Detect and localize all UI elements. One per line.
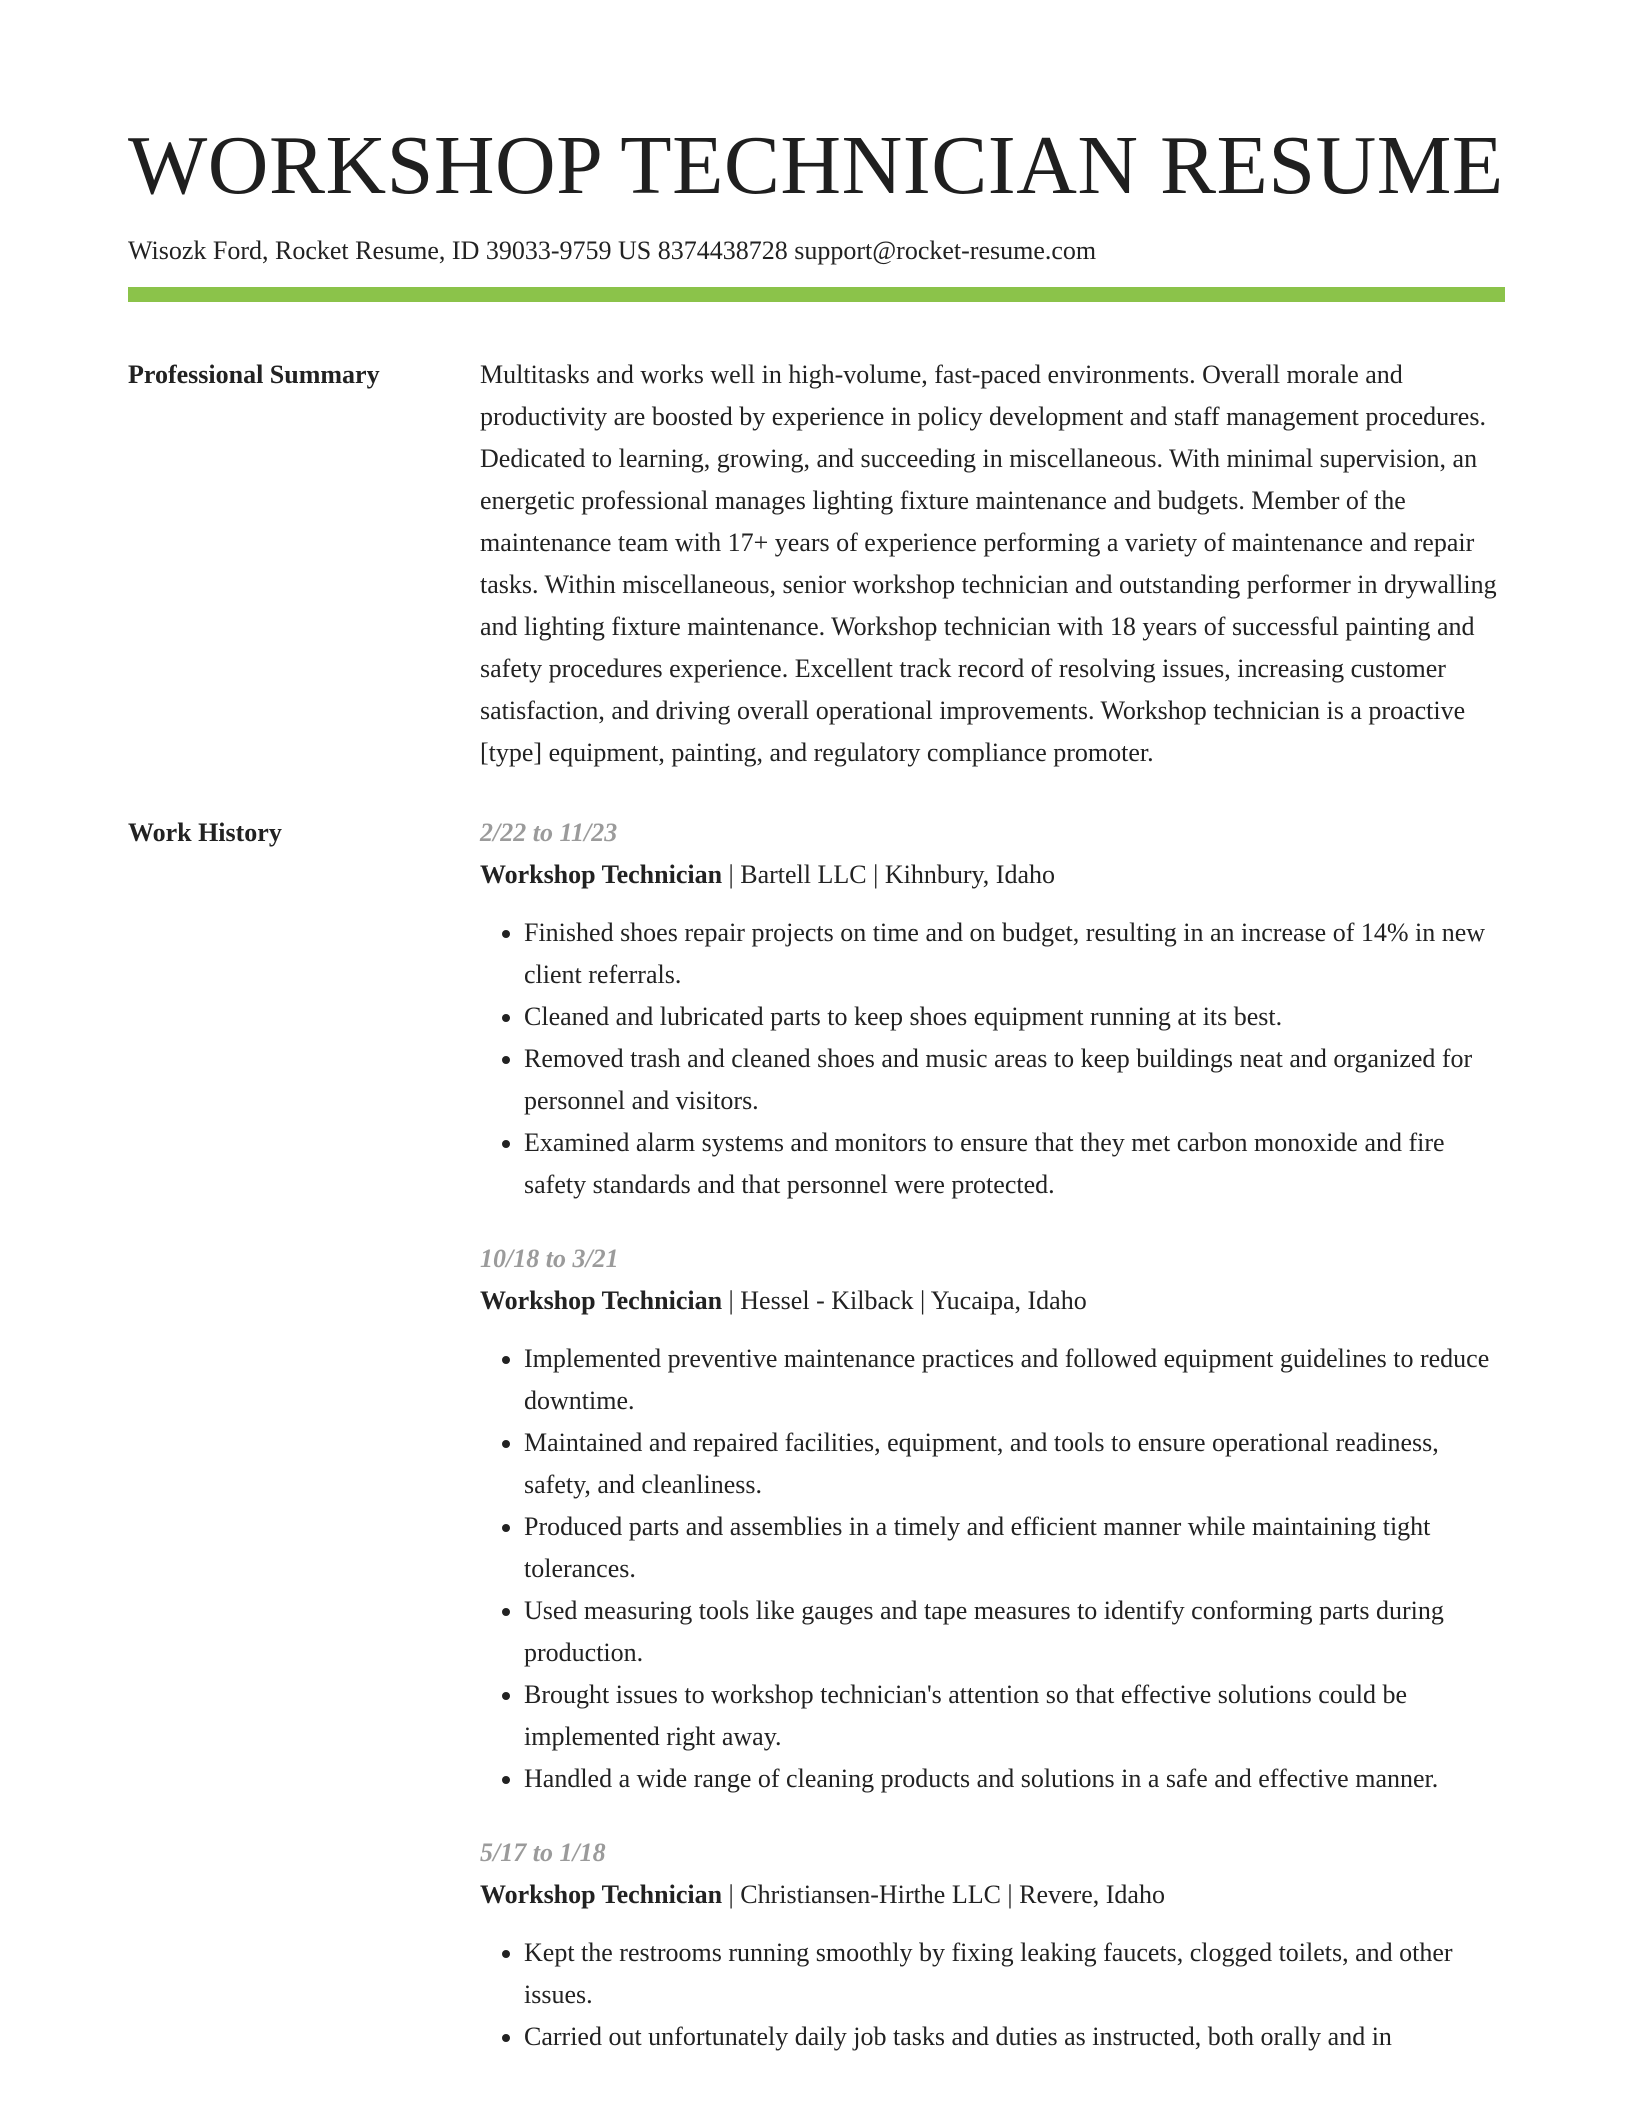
job-company-location: | Christiansen-Hirthe LLC | Revere, Idaho <box>722 1880 1165 1910</box>
job-bullet: • Handled a wide range of cleaning products and solutions in a safe and effective manner. <box>524 1758 1505 1800</box>
job-company-location: | Hessel - Kilback | Yucaipa, Idaho <box>722 1286 1087 1316</box>
job-bullets <box>480 1932 1505 2058</box>
resume-page <box>128 120 1505 2090</box>
job-entry <box>480 1832 1505 2058</box>
job-bullet: • Removed trash and cleaned shoes and music areas to keep buildings neat and organized for personnel and visitors. <box>524 1038 1505 1122</box>
summary-section <box>128 354 1505 774</box>
contact-line: Wisozk Ford, Rocket Resume, ID 39033-9759 US 8374438728 support@rocket-resume.com <box>128 236 1097 266</box>
job-bullet: • Kept the restrooms running smoothly by fixing leaking faucets, clogged toilets, and other issues. <box>524 1932 1505 2016</box>
job-bullet: • Finished shoes repair projects on time and on budget, resulting in an increase of 14% in new client referrals. <box>524 912 1505 996</box>
job-title: Workshop Technician <box>480 1286 723 1316</box>
job-dates: 10/18 to 3/21 <box>480 1244 619 1274</box>
job-heading <box>480 1874 1505 1916</box>
job-bullets <box>480 912 1505 1206</box>
resume-title: WORKSHOP TECHNICIAN RESUME <box>128 119 1504 212</box>
job-entry <box>480 1238 1505 1800</box>
job-bullet: • Carried out unfortunately daily job tasks and duties as instructed, both orally and in <box>524 2016 1505 2058</box>
job-bullet: • Produced parts and assemblies in a timely and efficient manner while maintaining tight tolerances. <box>524 1506 1505 1590</box>
job-company-location: | Bartell LLC | Kihnbury, Idaho <box>722 860 1055 890</box>
job-dates: 2/22 to 11/23 <box>480 818 618 848</box>
summary-label: Professional Summary <box>128 360 380 390</box>
job-bullet: • Cleaned and lubricated parts to keep shoes equipment running at its best. <box>524 996 1505 1038</box>
job-heading <box>480 854 1505 896</box>
job-bullet: • Examined alarm systems and monitors to ensure that they met carbon monoxide and fire safety standards and that personnel were protected. <box>524 1122 1505 1206</box>
job-bullet: • Used measuring tools like gauges and tape measures to identify conforming parts during production. <box>524 1590 1505 1674</box>
job-list <box>480 812 1505 2090</box>
summary-text: Multitasks and works well in high-volume, fast-paced environments. Overall morale and productivity are boosted by experience in policy development and staff management procedures. Dedicated to learning, growing, and succeeding in miscellaneous. With minimal supervision, an energetic professional manages lighting fixture maintenance and budgets. Member of the maintenance team with 17+ years of experience performing a variety of maintenance and repair tasks. Within miscellaneous, senior workshop technician and outstanding performer in drywalling and lighting fixture maintenance. Workshop technician with 18 years of successful painting and safety procedures experience. Excellent track record of resolving issues, increasing customer satisfaction, and driving overall operational improvements. Workshop technician is a proactive [type] equipment, painting, and regulatory compliance promoter. <box>480 360 1497 768</box>
job-heading <box>480 1280 1505 1322</box>
accent-divider <box>128 287 1505 302</box>
work-history-section <box>128 812 1505 2090</box>
job-bullets <box>480 1338 1505 1800</box>
job-bullet: • Brought issues to workshop technician's attention so that effective solutions could be implemented right away. <box>524 1674 1505 1758</box>
work-history-label: Work History <box>128 818 282 848</box>
job-entry <box>480 812 1505 1206</box>
job-bullet: • Implemented preventive maintenance practices and followed equipment guidelines to reduce downtime. <box>524 1338 1505 1422</box>
job-dates: 5/17 to 1/18 <box>480 1838 606 1868</box>
job-title: Workshop Technician <box>480 860 723 890</box>
job-bullet: • Maintained and repaired facilities, equipment, and tools to ensure operational readiness, safety, and cleanliness. <box>524 1422 1505 1506</box>
job-title: Workshop Technician <box>480 1880 723 1910</box>
